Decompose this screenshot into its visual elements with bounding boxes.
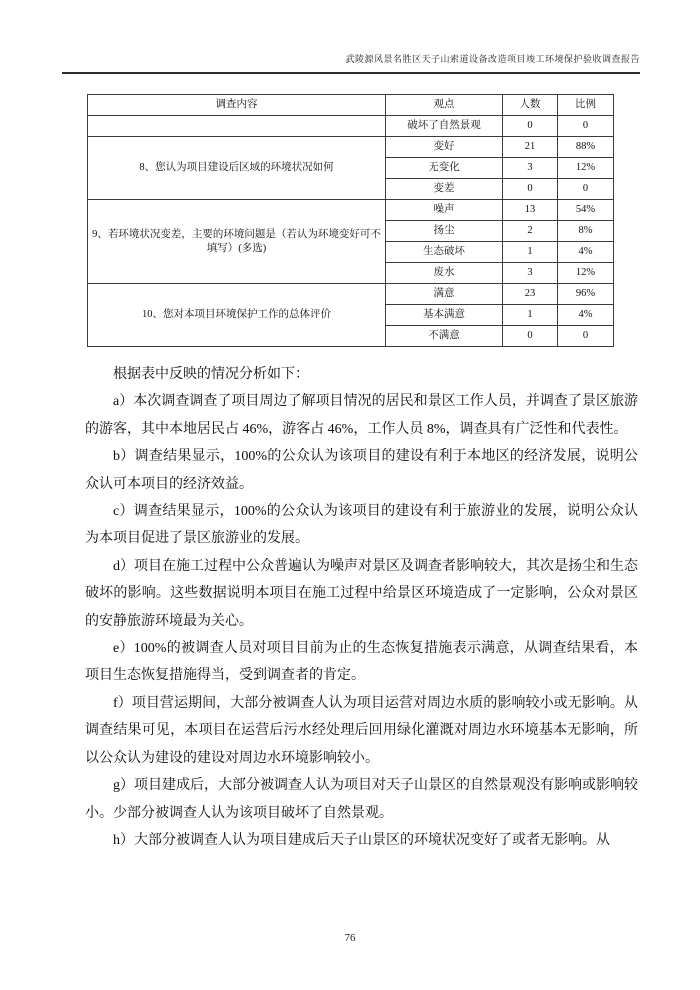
table-row (88, 137, 614, 158)
page-number: 76 (344, 932, 356, 944)
question-cell: 9、若环境状况变差，主要的环境问题是（若认为环境变好可不填写）(多选) (88, 200, 386, 284)
survey-table (87, 94, 614, 347)
analysis-paragraph: e）100%的被调查人员对项目目前为止的生态恢复措施表示满意，从调查结果看，本项目生态恢复措施得当，受到调查者的肯定。 (85, 641, 638, 684)
count-cell: 13 (503, 200, 558, 221)
column-header-count: 人数 (503, 95, 558, 116)
ratio-cell: 4% (558, 305, 614, 326)
opinion-cell: 无变化 (386, 158, 503, 179)
count-cell: 0 (503, 179, 558, 200)
analysis-paragraph: b）调查结果显示，100%的公众认为该项目的建设有利于本地区的经济发展，说明公众认可本项目的经济效益。 (85, 449, 638, 492)
analysis-paragraph: a）本次调查调查了项目周边了解项目情况的居民和景区工作人员，并调查了景区旅游的游客，其中本地居民占 46%，游客占 46%，工作人员 8%，调查具有广泛性和代表性。 (85, 394, 638, 437)
column-header-opinion: 观点 (386, 95, 503, 116)
analysis-section (85, 361, 638, 854)
survey-table-body (88, 116, 614, 347)
count-cell: 2 (503, 221, 558, 242)
ratio-cell: 0 (558, 116, 614, 137)
column-header-ratio: 比例 (558, 95, 614, 116)
table-header-row (88, 95, 614, 116)
count-cell: 3 (503, 263, 558, 284)
opinion-cell: 扬尘 (386, 221, 503, 242)
count-cell: 0 (503, 116, 558, 137)
ratio-cell: 0 (558, 326, 614, 347)
opinion-cell: 变好 (386, 137, 503, 158)
opinion-cell: 基本满意 (386, 305, 503, 326)
table-row (88, 284, 614, 305)
ratio-cell: 8% (558, 221, 614, 242)
ratio-cell: 54% (558, 200, 614, 221)
analysis-paragraph: f）项目营运期间，大部分被调查人认为项目运营对周边水质的影响较小或无影响。从调查结果可见，本项目在运营后污水经处理后回用绿化灌溉对周边水环境基本无影响，所以公众认为建设的建设对周边水环境影响较小。 (85, 695, 638, 766)
ratio-cell: 12% (558, 158, 614, 179)
count-cell: 1 (503, 305, 558, 326)
running-head-title: 武陵源风景名胜区天子山索道设备改造项目竣工环境保护验收调查报告 (62, 52, 640, 74)
ratio-cell: 0 (558, 179, 614, 200)
ratio-cell: 4% (558, 242, 614, 263)
question-cell: 10、您对本项目环境保护工作的总体评价 (88, 284, 386, 347)
opinion-cell: 废水 (386, 263, 503, 284)
ratio-cell: 12% (558, 263, 614, 284)
question-cell: 8、您认为项目建设后区域的环境状况如何 (88, 137, 386, 200)
count-cell: 3 (503, 158, 558, 179)
column-header-question: 调查内容 (88, 95, 386, 116)
count-cell: 1 (503, 242, 558, 263)
analysis-paragraph: d）项目在施工过程中公众普遍认为噪声对景区及调查者影响较大，其次是扬尘和生态破坏的影响。这些数据说明本项目在施工过程中给景区环境造成了一定影响，公众对景区的安静旅游环境最为关心。 (85, 558, 638, 629)
opinion-cell: 变差 (386, 179, 503, 200)
analysis-intro: 根据表中反映的情况分析如下： (113, 367, 309, 382)
count-cell: 21 (503, 137, 558, 158)
opinion-cell: 破坏了自然景观 (386, 116, 503, 137)
table-row (88, 200, 614, 221)
ratio-cell: 96% (558, 284, 614, 305)
count-cell: 23 (503, 284, 558, 305)
analysis-paragraph: g）项目建成后，大部分被调查人认为项目对天子山景区的自然景观没有影响或影响较小。少部分被调查人认为该项目破坏了自然景观。 (85, 778, 638, 821)
analysis-paragraph: h）大部分被调查人认为项目建成后天子山景区的环境状况变好了或者无影响。从 (113, 832, 610, 848)
opinion-cell: 满意 (386, 284, 503, 305)
table-row (88, 116, 614, 137)
opinion-cell: 生态破坏 (386, 242, 503, 263)
question-cell (88, 116, 386, 137)
analysis-paragraph: c）调查结果显示，100%的公众认为该项目的建设有利于旅游业的发展，说明公众认为本项目促进了景区旅游业的发展。 (85, 504, 638, 547)
count-cell: 0 (503, 326, 558, 347)
opinion-cell: 不满意 (386, 326, 503, 347)
ratio-cell: 88% (558, 137, 614, 158)
opinion-cell: 噪声 (386, 200, 503, 221)
